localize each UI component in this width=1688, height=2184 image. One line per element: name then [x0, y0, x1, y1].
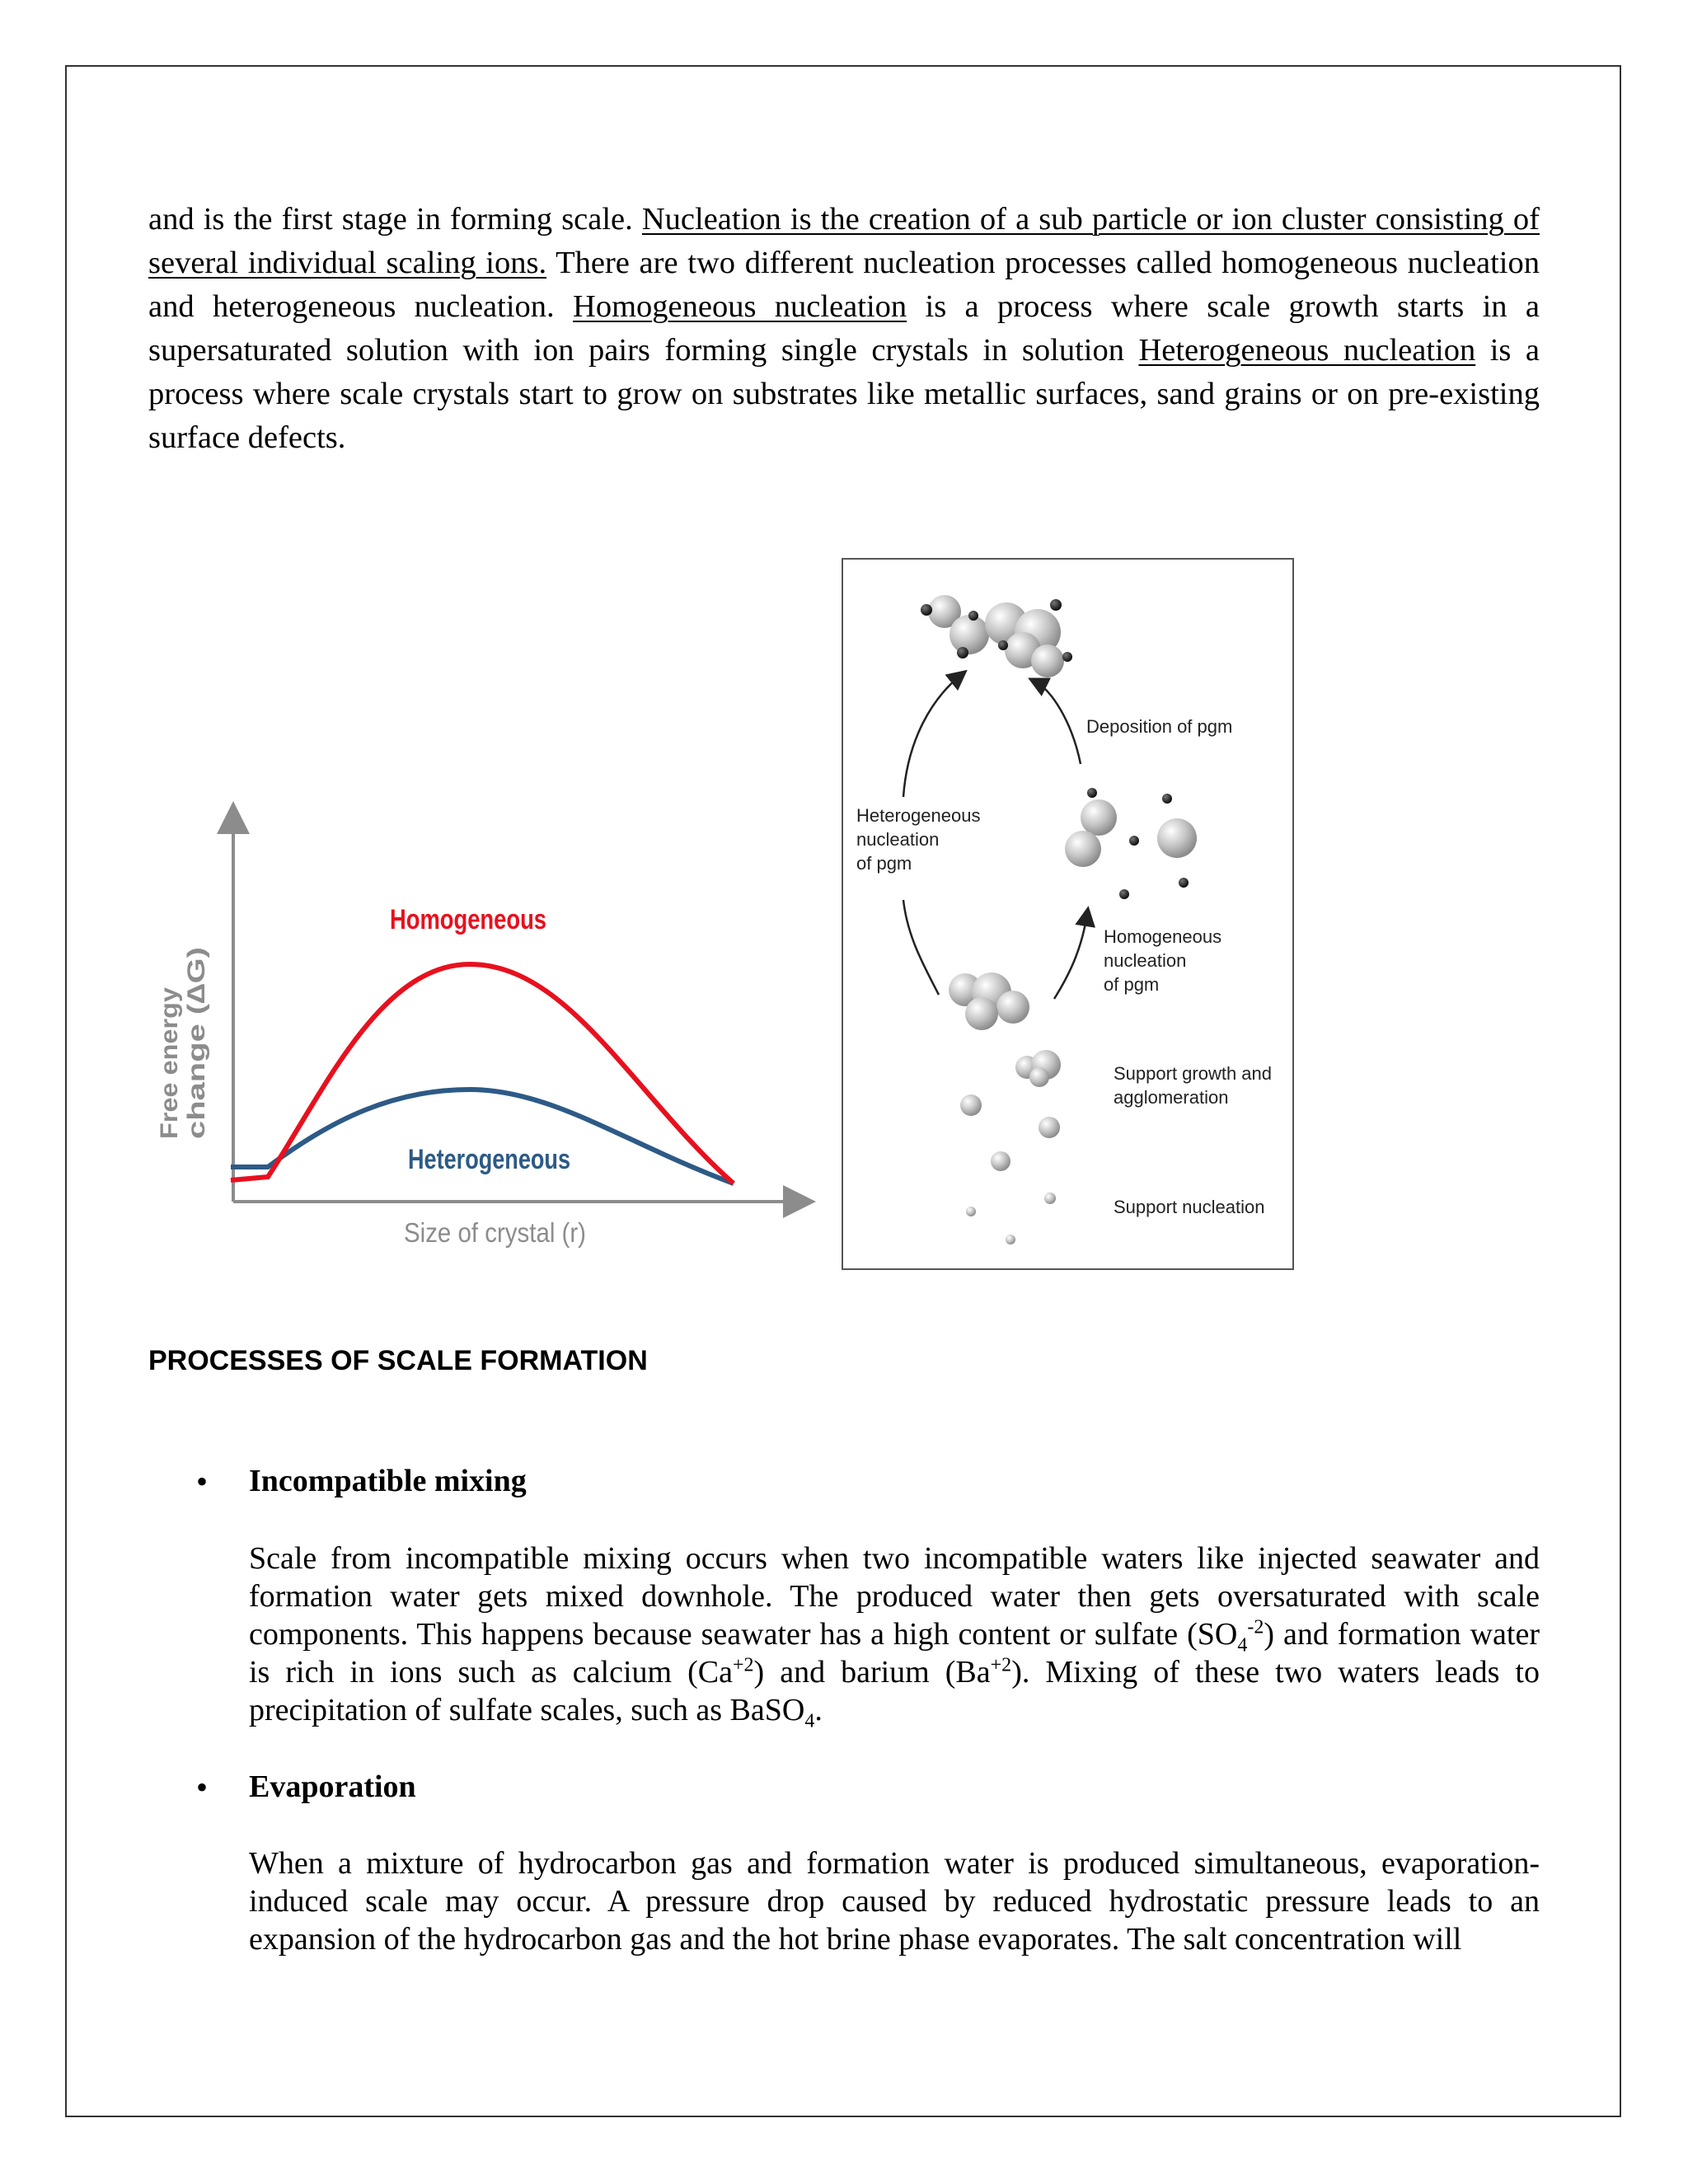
label-growth-1: Support growth and — [1114, 1063, 1273, 1084]
nucleation-diagram — [842, 558, 1294, 1270]
evaporation-paragraph: When a mixture of hydrocarbon gas and formation water is produced simultaneous, evaporation-induced scale may occur. A pressure drop caused by reduced hydrostatic pressure leads to an expansion of the hydrocarbon gas and the hot brine phase evaporates. The salt concentration will — [249, 1846, 1540, 1957]
incompatible-mixing-paragraph: Scale from incompatible mixing occurs when two incompatible waters like injected seawater and formation water gets mixed downhole. The produced water then gets oversaturated with scale components. This happens because seawater has a high content or sulfate $(SO_4^{-2})$ and formation water is rich in ions such as calcium $(Ca^{+2})$ and barium $(Ba^{+2})$. Mixing of these two waters leads to precipitation of sulfate scales, such as BaSO$_4$. — [249, 1541, 1540, 1732]
label-hetero-1: Heterogeneous — [856, 805, 981, 826]
heterogeneous-label: Heterogeneous — [408, 1144, 570, 1175]
label-support-nucleation: Support nucleation — [1114, 1197, 1265, 1217]
label-homo-3: of pgm — [1104, 974, 1160, 995]
label-homo-2: nucleation — [1104, 950, 1187, 971]
label-growth-2: agglomeration — [1114, 1087, 1229, 1108]
section-heading: PROCESSES OF SCALE FORMATION — [148, 1345, 648, 1376]
bullet-dot-1: • — [196, 1463, 209, 1500]
heterogeneous-term: Heterogeneous nucleation — [1138, 333, 1476, 368]
diagram-frame — [842, 559, 1293, 1269]
bullet-title-evaporation: Evaporation — [249, 1769, 416, 1804]
label-hetero-3: of pgm — [856, 853, 912, 874]
label-homo-1: Homogeneous — [1104, 926, 1222, 947]
homogeneous-label: Homogeneous — [390, 904, 546, 935]
label-hetero-2: nucleation — [856, 829, 940, 850]
label-deposition: Deposition of pgm — [1086, 716, 1233, 737]
y-axis-label-line1: Free energy — [156, 998, 183, 1139]
bullet-title-incompatible-mixing: Incompatible mixing — [249, 1464, 527, 1498]
x-axis-label: Size of crystal (r) — [404, 1217, 586, 1248]
homogeneous-term: Homogeneous nucleation — [573, 289, 907, 324]
free-energy-figure — [140, 799, 816, 1269]
nucleation-definition: Nucleation is the creation of a sub particle or ion cluster consisting of several individual scaling ions. — [148, 202, 1540, 280]
intro-paragraph: and is the first stage in forming scale. Nucleation is the creation of a sub particle or ion cluster consisting of several individual scaling ions. There are two different nucleation processes called homogeneous nucleation and heterogeneous nucleation. Homogeneous nucleation is a process where scale growth starts in a supersaturated solution with ion pairs forming single crystals in solution Heterogeneous nucleation is a process where scale crystals start to grow on substrates like metallic surfaces, sand grains or on pre-existing surface defects. — [148, 202, 1540, 455]
bullet-dot-2: • — [196, 1769, 209, 1806]
y-axis-label-line2: change (∆G) — [183, 994, 210, 1139]
